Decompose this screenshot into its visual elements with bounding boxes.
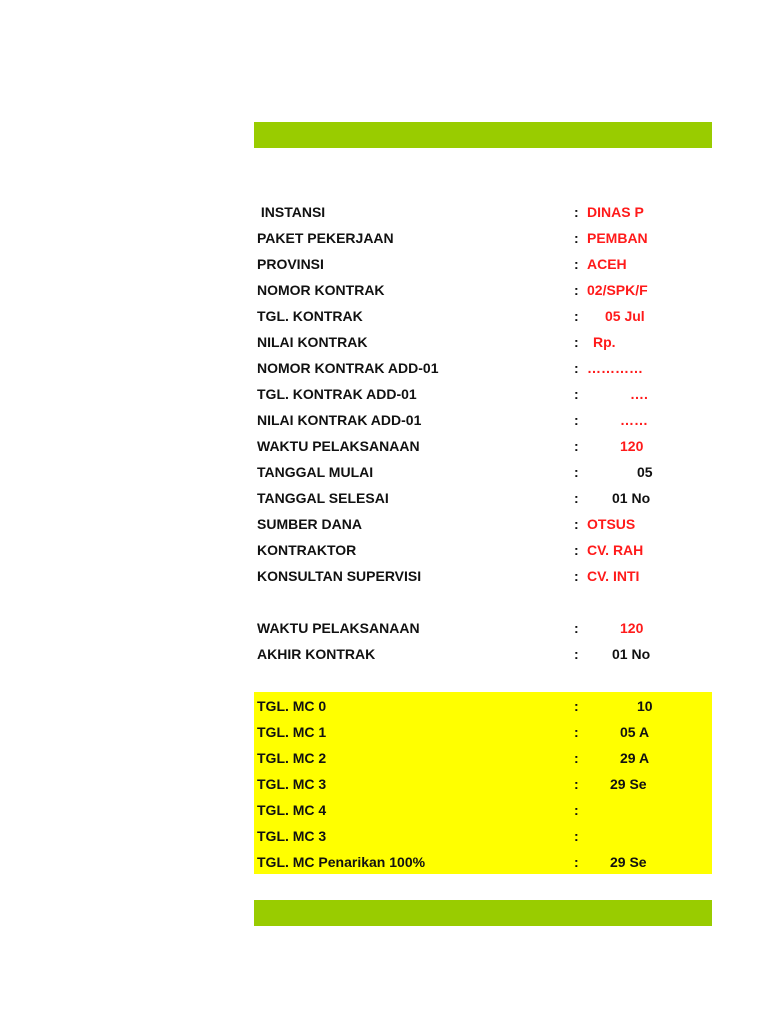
row-tanggal-mulai xyxy=(0,459,768,485)
row-tgl-mc-2 xyxy=(0,745,768,771)
field-value: CV. INTI xyxy=(587,568,640,584)
field-value: 120 xyxy=(620,620,644,636)
field-label: TGL. KONTRAK ADD-01 xyxy=(257,386,417,402)
field-label: KONTRAKTOR xyxy=(257,542,357,558)
field-value: 01 No xyxy=(612,646,651,662)
row-nilai-kontrak-add-01 xyxy=(0,407,768,433)
row-tgl-kontrak xyxy=(0,303,768,329)
field-label: AKHIR KONTRAK xyxy=(257,646,376,662)
field-value: Rp. xyxy=(593,334,616,350)
field-label: TANGGAL MULAI xyxy=(257,464,374,480)
field-value: 29 Se xyxy=(610,854,647,870)
field-colon: : xyxy=(574,646,579,662)
field-colon: : xyxy=(574,802,579,818)
field-value: PEMBAN xyxy=(587,230,648,246)
field-colon: : xyxy=(574,464,579,480)
field-label: TGL. MC 0 xyxy=(257,698,327,714)
field-label: TGL. MC 3 xyxy=(257,828,327,844)
field-colon: : xyxy=(574,490,579,506)
field-label: TGL. MC 3 xyxy=(257,776,327,792)
field-value: OTSUS xyxy=(587,516,636,532)
row-provinsi xyxy=(0,251,768,277)
row-paket-pekerjaan xyxy=(0,225,768,251)
field-label: INSTANSI xyxy=(257,204,326,220)
field-label: TGL. MC 2 xyxy=(257,750,327,766)
field-value: …. xyxy=(630,386,648,402)
field-colon: : xyxy=(574,698,579,714)
field-colon: : xyxy=(574,828,579,844)
field-colon: : xyxy=(574,230,579,246)
field-label: NOMOR KONTRAK xyxy=(257,282,385,298)
field-colon: : xyxy=(574,776,579,792)
row-sumber-dana xyxy=(0,511,768,537)
field-colon: : xyxy=(574,308,579,324)
field-colon: : xyxy=(574,386,579,402)
row-nilai-kontrak xyxy=(0,329,768,355)
row-tgl-mc-4 xyxy=(0,797,768,823)
row-tgl-mc-0 xyxy=(0,693,768,719)
row-waktu-pelaksanaan-2 xyxy=(0,615,768,641)
row-konsultan-supervisi xyxy=(0,563,768,589)
field-label: TGL. MC 1 xyxy=(257,724,327,740)
field-label: PAKET PEKERJAAN xyxy=(257,230,394,246)
field-label: PROVINSI xyxy=(257,256,324,272)
field-label: WAKTU PELAKSANAAN xyxy=(257,620,420,636)
field-colon: : xyxy=(574,516,579,532)
row-tanggal-selesai xyxy=(0,485,768,511)
row-waktu-pelaksanaan xyxy=(0,433,768,459)
field-label: NILAI KONTRAK xyxy=(257,334,368,350)
field-value: 05 Jul xyxy=(605,308,645,324)
row-nomor-kontrak-add-01 xyxy=(0,355,768,381)
field-label: TANGGAL SELESAI xyxy=(257,490,389,506)
field-label: TGL. MC 4 xyxy=(257,802,327,818)
field-value: 29 A xyxy=(620,750,650,766)
field-label: TGL. MC Penarikan 100% xyxy=(257,854,426,870)
field-value: 02/SPK/F xyxy=(587,282,648,298)
field-colon: : xyxy=(574,854,579,870)
field-value: 29 Se xyxy=(610,776,647,792)
row-nomor-kontrak xyxy=(0,277,768,303)
field-colon: : xyxy=(574,542,579,558)
row-instansi xyxy=(0,199,768,225)
field-label: SUMBER DANA xyxy=(257,516,362,532)
field-value: ………… xyxy=(587,360,643,376)
field-value: ACEH xyxy=(587,256,627,272)
row-tgl-mc-3b xyxy=(0,823,768,849)
field-value: CV. RAH xyxy=(587,542,644,558)
field-colon: : xyxy=(574,568,579,584)
field-label: NILAI KONTRAK ADD-01 xyxy=(257,412,422,428)
field-value: 01 No xyxy=(612,490,651,506)
row-kontraktor xyxy=(0,537,768,563)
field-value: 05 xyxy=(637,464,653,480)
field-value: 120 xyxy=(620,438,644,454)
header-bar xyxy=(254,122,712,148)
row-tgl-mc-penarikan-100 xyxy=(0,849,768,875)
field-value: DINAS P xyxy=(587,204,644,220)
field-colon: : xyxy=(574,620,579,636)
field-colon: : xyxy=(574,750,579,766)
field-colon: : xyxy=(574,724,579,740)
row-tgl-kontrak-add-01 xyxy=(0,381,768,407)
field-colon: : xyxy=(574,282,579,298)
field-colon: : xyxy=(574,360,579,376)
field-colon: : xyxy=(574,334,579,350)
field-label: KONSULTAN SUPERVISI xyxy=(257,568,422,584)
row-tgl-mc-3 xyxy=(0,771,768,797)
field-value: …… xyxy=(620,412,648,428)
row-tgl-mc-1 xyxy=(0,719,768,745)
field-colon: : xyxy=(574,204,579,220)
field-value: 10 xyxy=(637,698,653,714)
field-colon: : xyxy=(574,438,579,454)
footer-bar xyxy=(254,900,712,926)
field-label: NOMOR KONTRAK ADD-01 xyxy=(257,360,439,376)
field-value: 05 A xyxy=(620,724,650,740)
field-colon: : xyxy=(574,256,579,272)
row-akhir-kontrak xyxy=(0,641,768,667)
field-label: WAKTU PELAKSANAAN xyxy=(257,438,420,454)
field-label: TGL. KONTRAK xyxy=(257,308,363,324)
field-colon: : xyxy=(574,412,579,428)
